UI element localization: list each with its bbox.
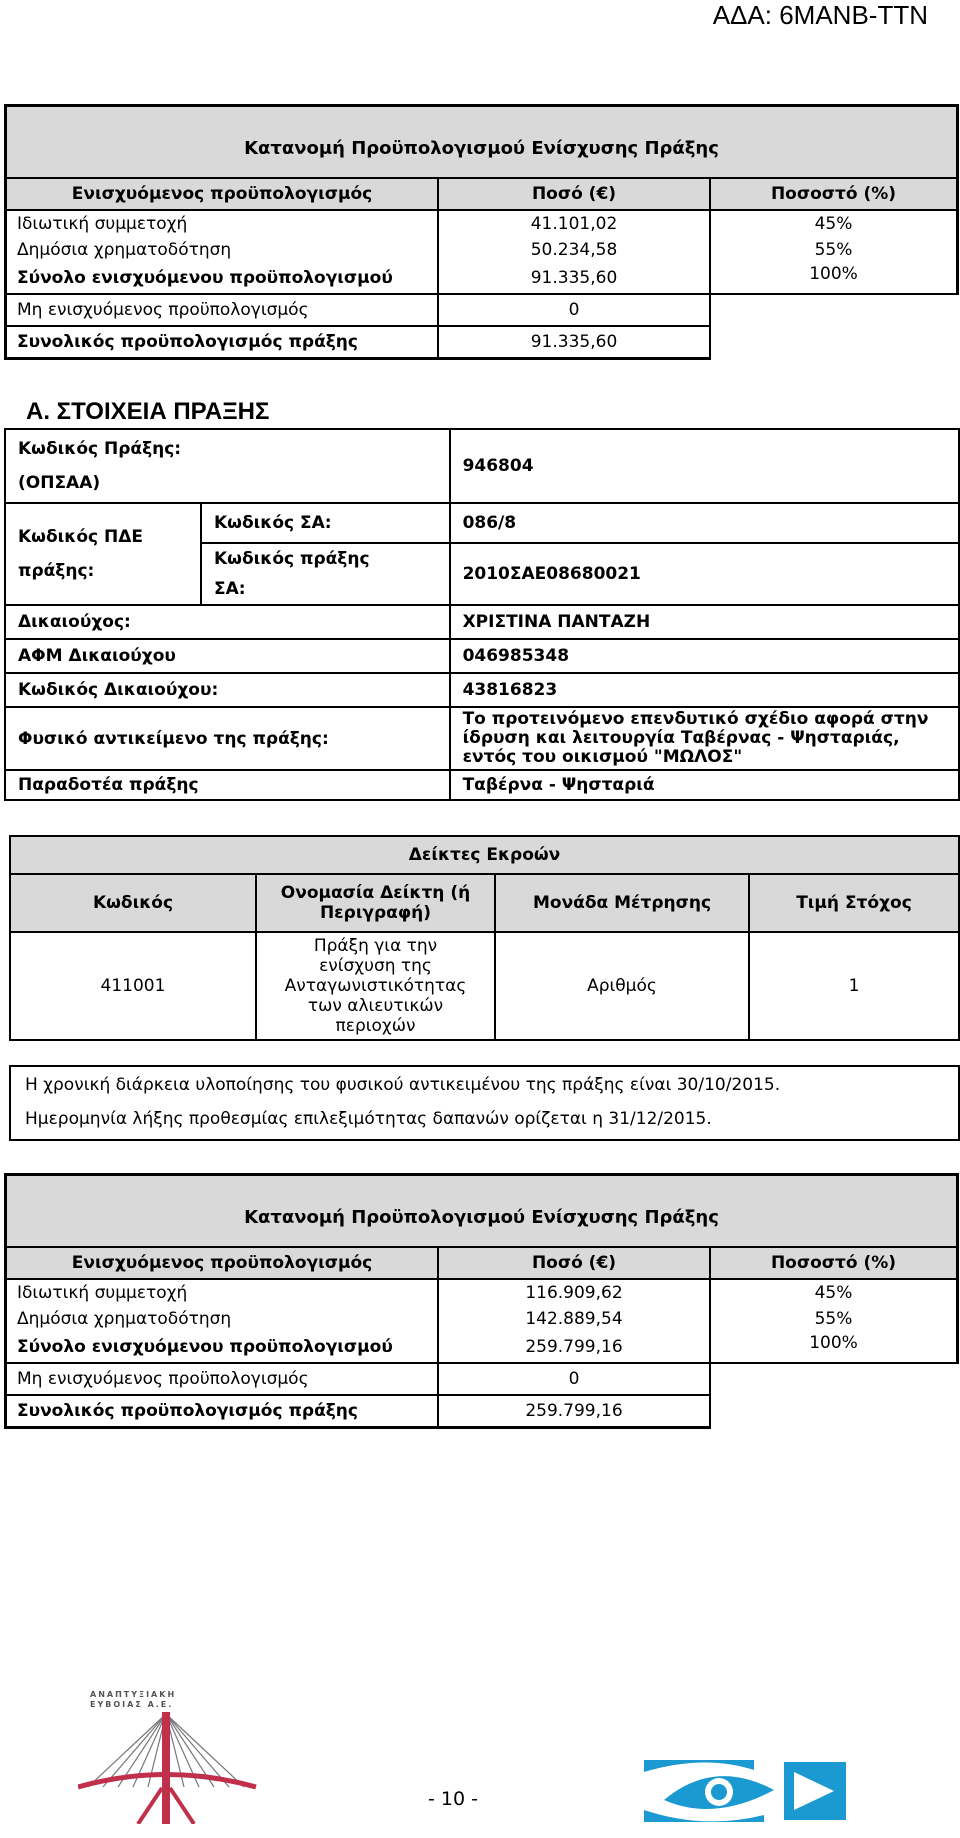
table-row — [6, 1306, 958, 1332]
sum-percent: 100% — [710, 1332, 958, 1363]
afm-value: 046985348 — [450, 639, 959, 673]
object-value: Το προτεινόμενο επενδυτικό σχέδιο αφορά στην ίδρυση και λειτουργία Ταβέρνας - Ψησταριάς, εντός του οικισμού "ΜΩΛΟΣ" — [450, 707, 959, 770]
budget-title: Κατανομή Προϋπολογισμού Ενίσχυσης Πράξης — [6, 106, 958, 179]
row-amount: 142.889,54 — [438, 1306, 710, 1332]
row-label: Ιδιωτική συμμετοχή — [6, 210, 439, 237]
section-title: Α. ΣΤΟΙΧΕΙΑ ΠΡΑΞΗΣ — [26, 398, 270, 425]
non-budget-amount: 0 — [438, 1363, 710, 1395]
sum-label: Σύνολο ενισχυόμενου προϋπολογισμού — [6, 263, 439, 294]
col-header-budget: Ενισχυόμενος προϋπολογισμός — [6, 1247, 439, 1279]
col-header-unit: Μονάδα Μέτρησης — [495, 874, 749, 932]
row-percent: 45% — [710, 1279, 958, 1306]
row-percent: 45% — [710, 210, 958, 237]
indicators-table — [9, 835, 960, 1041]
non-budget-amount: 0 — [438, 294, 710, 326]
sum-label: Σύνολο ενισχυόμενου προϋπολογισμού — [6, 1332, 439, 1363]
col-header-percent: Ποσοστό (%) — [710, 178, 958, 210]
indicator-target: 1 — [749, 932, 959, 1040]
table-row — [10, 932, 959, 1040]
row-amount: 41.101,02 — [438, 210, 710, 237]
logo-text-2: ΕΥΒΟΙΑΣ Α.Ε. — [90, 1700, 174, 1709]
indicator-code: 411001 — [10, 932, 256, 1040]
col-header-budget: Ενισχυόμενος προϋπολογισμός — [6, 178, 439, 210]
table-row — [6, 237, 958, 263]
col-header-amount: Ποσό (€) — [438, 1247, 710, 1279]
non-budget-row — [6, 294, 958, 326]
row-amount: 116.909,62 — [438, 1279, 710, 1306]
beneficiary-code-value: 43816823 — [450, 673, 959, 707]
sa-value: 086/8 — [450, 503, 959, 543]
col-header-amount: Ποσό (€) — [438, 178, 710, 210]
budget-title: Κατανομή Προϋπολογισμού Ενίσχυσης Πράξης — [6, 1175, 958, 1248]
row-percent: 55% — [710, 1306, 958, 1332]
eye-logo — [644, 1760, 849, 1822]
pde-label: Κωδικός ΠΔΕ πράξης: — [5, 503, 201, 605]
action-info-table — [4, 428, 960, 801]
page-number: - 10 - — [428, 1788, 478, 1810]
col-header-target: Τιμή Στόχος — [749, 874, 959, 932]
indicator-unit: Αριθμός — [495, 932, 749, 1040]
total-row — [6, 1395, 958, 1428]
sa-label: Κωδικός ΣΑ: — [201, 503, 450, 543]
bridge-logo — [78, 1692, 258, 1824]
beneficiary-label: Δικαιούχος: — [5, 605, 450, 639]
sum-amount: 259.799,16 — [438, 1332, 710, 1363]
non-budget-row — [6, 1363, 958, 1395]
row-label: Δημόσια χρηματοδότηση — [6, 1306, 439, 1332]
table-row — [6, 1279, 958, 1306]
sum-percent: 100% — [710, 263, 958, 294]
indicators-title: Δείκτες Εκροών — [10, 836, 959, 874]
object-label: Φυσικό αντικείμενο της πράξης: — [5, 707, 450, 770]
total-row — [6, 326, 958, 359]
row-amount: 50.234,58 — [438, 237, 710, 263]
afm-label: ΑΦΜ Δικαιούχου — [5, 639, 450, 673]
row-label: Δημόσια χρηματοδότηση — [6, 237, 439, 263]
total-label: Συνολικός προϋπολογισμός πράξης — [6, 326, 439, 359]
deadline-text: Ημερομηνία λήξης προθεσμίας επιλεξιμότητας δαπανών ορίζεται η 31/12/2015. — [25, 1109, 712, 1129]
sum-amount: 91.335,60 — [438, 263, 710, 294]
sa-action-label: Κωδικός πράξης ΣΑ: — [201, 543, 450, 605]
total-amount: 91.335,60 — [438, 326, 710, 359]
deliverables-value: Ταβέρνα - Ψησταριά — [450, 770, 959, 800]
budget-table-1 — [4, 104, 959, 360]
sa-action-value: 2010ΣΑΕ08680021 — [450, 543, 959, 605]
table-row — [6, 210, 958, 237]
budget-table-2 — [4, 1173, 959, 1429]
deliverables-label: Παραδοτέα πράξης — [5, 770, 450, 800]
opsaa-value: 946804 — [450, 429, 959, 503]
non-budget-label: Μη ενισχυόμενος προϋπολογισμός — [6, 294, 439, 326]
dates-box — [9, 1065, 960, 1141]
opsaa-label: Κωδικός Πράξης: (ΟΠΣΑΑ) — [5, 429, 450, 503]
total-label: Συνολικός προϋπολογισμός πράξης — [6, 1395, 439, 1428]
beneficiary-code-label: Κωδικός Δικαιούχου: — [5, 673, 450, 707]
col-header-percent: Ποσοστό (%) — [710, 1247, 958, 1279]
row-percent: 55% — [710, 237, 958, 263]
indicator-name: Πράξη για την ενίσχυση της Ανταγωνιστικότητας των αλιευτικών περιοχών — [256, 932, 495, 1040]
sum-row — [6, 263, 958, 294]
duration-text: Η χρονική διάρκεια υλοποίησης του φυσικού αντικειμένου της πράξης είναι 30/10/2015. — [25, 1075, 781, 1095]
sum-row — [6, 1332, 958, 1363]
non-budget-label: Μη ενισχυόμενος προϋπολογισμός — [6, 1363, 439, 1395]
total-amount: 259.799,16 — [438, 1395, 710, 1428]
row-label: Ιδιωτική συμμετοχή — [6, 1279, 439, 1306]
col-header-code: Κωδικός — [10, 874, 256, 932]
ada-code: ΑΔΑ: 6ΜΑΝΒ-ΤΤΝ — [712, 0, 928, 30]
col-header-name: Ονομασία Δείκτη (ή Περιγραφή) — [256, 874, 495, 932]
beneficiary-value: ΧΡΙΣΤΙΝΑ ΠΑΝΤΑΖΗ — [450, 605, 959, 639]
logo-text-1: ΑΝΑΠΤΥΞΙΑΚΗ — [90, 1690, 177, 1699]
